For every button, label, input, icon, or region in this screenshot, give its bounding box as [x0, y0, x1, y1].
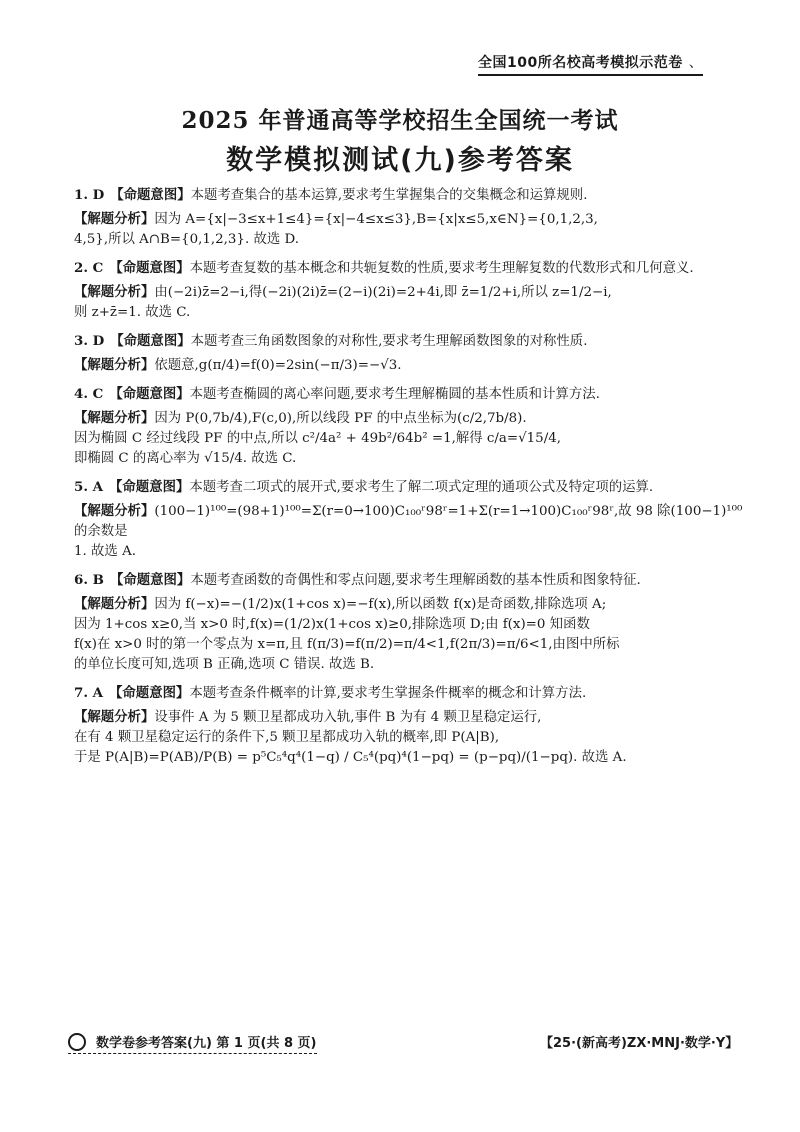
answer-item-1: [74, 186, 744, 250]
question-number: 7. A: [74, 685, 104, 701]
question-intent: [74, 186, 744, 205]
intent-text: 本题考查条件概率的计算,要求考生掌握条件概率的概念和计算方法.: [189, 686, 587, 701]
analysis-text: 设事件 A 为 5 颗卫星都成功入轨,事件 B 为有 4 颗卫星稳定运行,: [154, 710, 542, 725]
intent-text: 本题考查复数的基本概念和共轭复数的性质,要求考生理解复数的代数形式和几何意义.: [189, 261, 694, 276]
intent-label: 【命题意图】: [109, 685, 190, 701]
page-number-text: 数学卷参考答案(九) 第 1 页(共 8 页): [96, 1036, 317, 1051]
answer-item-6: [74, 571, 744, 675]
analysis-line: 因为椭圆 C 经过线段 PF 的中点,所以 c²/4a² + 49b²/64b² =1,解得 c/a=√15/4,: [74, 431, 561, 446]
intent-text: 本题考查椭圆的离心率问题,要求考生理解椭圆的基本性质和计算方法.: [189, 387, 600, 402]
analysis-label: 【解题分析】: [74, 284, 155, 300]
analysis-text: 依题意,g(π/4)=f(0)=2sin(−π/3)=−√3.: [154, 358, 402, 373]
analysis-label: 【解题分析】: [74, 596, 155, 612]
page-footer: [68, 1032, 317, 1054]
analysis-line: 1. 故选 A.: [74, 544, 136, 559]
analysis-text: 因为 A={x|−3≤x+1≤4}={x|−4≤x≤3},B={x|x≤5,x∈N}={0,1,2,3,: [154, 212, 598, 227]
intent-label: 【命题意图】: [110, 187, 191, 203]
answer-item-4: [74, 385, 744, 469]
analysis-line: f(x)在 x>0 时的第一个零点为 x=π,且 f(π/3)=f(π/2)=π/4<1,f(2π/3)=π/6<1,由图中所标: [74, 637, 620, 652]
analysis-line: 则 z+z̄=1. 故选 C.: [74, 305, 191, 320]
intent-text: 本题考查函数的奇偶性和零点问题,要求考生理解函数的基本性质和图象特征.: [190, 573, 641, 588]
question-number: 1. D: [74, 187, 105, 203]
question-intent: [74, 385, 744, 404]
intent-label: 【命题意图】: [109, 386, 190, 402]
analysis-text: (100−1)¹⁰⁰=(98+1)¹⁰⁰=Σ(r=0→100)C₁₀₀ʳ98ʳ=1+Σ(r=1→100)C₁₀₀ʳ98ʳ,故 98 除(100−1)¹⁰⁰ 的余数是: [74, 504, 743, 539]
intent-label: 【命题意图】: [109, 260, 190, 276]
analysis-label: 【解题分析】: [74, 410, 155, 426]
intent-label: 【命题意图】: [110, 333, 191, 349]
analysis-line: 即椭圆 C 的离心率为 √15/4. 故选 C.: [74, 451, 297, 466]
analysis-label: 【解题分析】: [74, 357, 155, 373]
series-badge: [478, 52, 703, 76]
analysis-label: 【解题分析】: [74, 211, 155, 227]
intent-text: 本题考查二项式的展开式,要求考生了解二项式定理的通项公式及特定项的运算.: [189, 480, 654, 495]
analysis-line: [74, 209, 744, 230]
answer-item-3: [74, 332, 744, 376]
badge-mark: 、: [688, 55, 704, 71]
question-intent: [74, 332, 744, 351]
question-number: 4. C: [74, 386, 104, 402]
exam-title: 2025 年普通高等学校招生全国统一考试: [181, 107, 619, 134]
question-intent: [74, 259, 744, 278]
question-number: 2. C: [74, 260, 104, 276]
question-number: 5. A: [74, 479, 104, 495]
paper-code: 【25·(新高考)ZX·MNJ·数学·Y】: [540, 1036, 739, 1051]
analysis-line: 4,5},所以 A∩B={0,1,2,3}. 故选 D.: [74, 232, 300, 247]
answer-key-title: 数学模拟测试(九)参考答案: [226, 145, 574, 176]
question-intent: [74, 571, 744, 590]
intent-text: 本题考查集合的基本运算,要求考生掌握集合的交集概念和运算规则.: [190, 188, 588, 203]
answer-list: [74, 186, 744, 768]
analysis-label: 【解题分析】: [74, 503, 155, 519]
analysis-line: [74, 707, 744, 728]
analysis-text: 因为 f(−x)=−(1/2)x(1+cos x)=−f(x),所以函数 f(x)是奇函数,排除选项 A;: [154, 597, 607, 612]
analysis-line: 的单位长度可知,选项 B 正确,选项 C 错误. 故选 B.: [74, 657, 375, 672]
analysis-label: 【解题分析】: [74, 709, 155, 725]
answer-item-7: [74, 684, 744, 768]
analysis-line: [74, 594, 744, 615]
answer-item-2: [74, 259, 744, 323]
series-badge-text: 全国100所名校高考模拟示范卷: [478, 55, 683, 71]
intent-text: 本题考查三角函数图象的对称性,要求考生理解函数图象的对称性质.: [190, 334, 588, 349]
analysis-line: [74, 408, 744, 429]
analysis-line: 于是 P(A|B)=P(AB)/P(B) = p⁵C₅⁴q⁴(1−q) / C₅⁴(pq)⁴(1−pq) = (p−pq)/(1−pq). 故选 A.: [74, 750, 627, 765]
question-intent: [74, 478, 744, 497]
analysis-line: [74, 282, 744, 303]
answer-item-5: [74, 478, 744, 562]
analysis-line: 在有 4 颗卫星稳定运行的条件下,5 颗卫星都成功入轨的概率,即 P(A|B),: [74, 730, 500, 745]
analysis-line: [74, 501, 744, 542]
question-number: 3. D: [74, 333, 105, 349]
publisher-logo-icon: [68, 1033, 86, 1051]
question-number: 6. B: [74, 572, 104, 588]
analysis-text: 由(−2i)z̄=2−i,得(−2i)(2i)z̄=(2−i)(2i)=2+4i,即 z̄=1/2+i,所以 z=1/2−i,: [154, 285, 612, 300]
analysis-text: 因为 P(0,7b/4),F(c,0),所以线段 PF 的中点坐标为(c/2,7b/8).: [154, 411, 527, 426]
question-intent: [74, 684, 744, 703]
intent-label: 【命题意图】: [109, 572, 191, 588]
analysis-line: [74, 355, 744, 376]
intent-label: 【命题意图】: [109, 479, 190, 495]
analysis-line: 因为 1+cos x≥0,当 x>0 时,f(x)=(1/2)x(1+cos x)≥0,排除选项 D;由 f(x)=0 知函数: [74, 617, 590, 632]
